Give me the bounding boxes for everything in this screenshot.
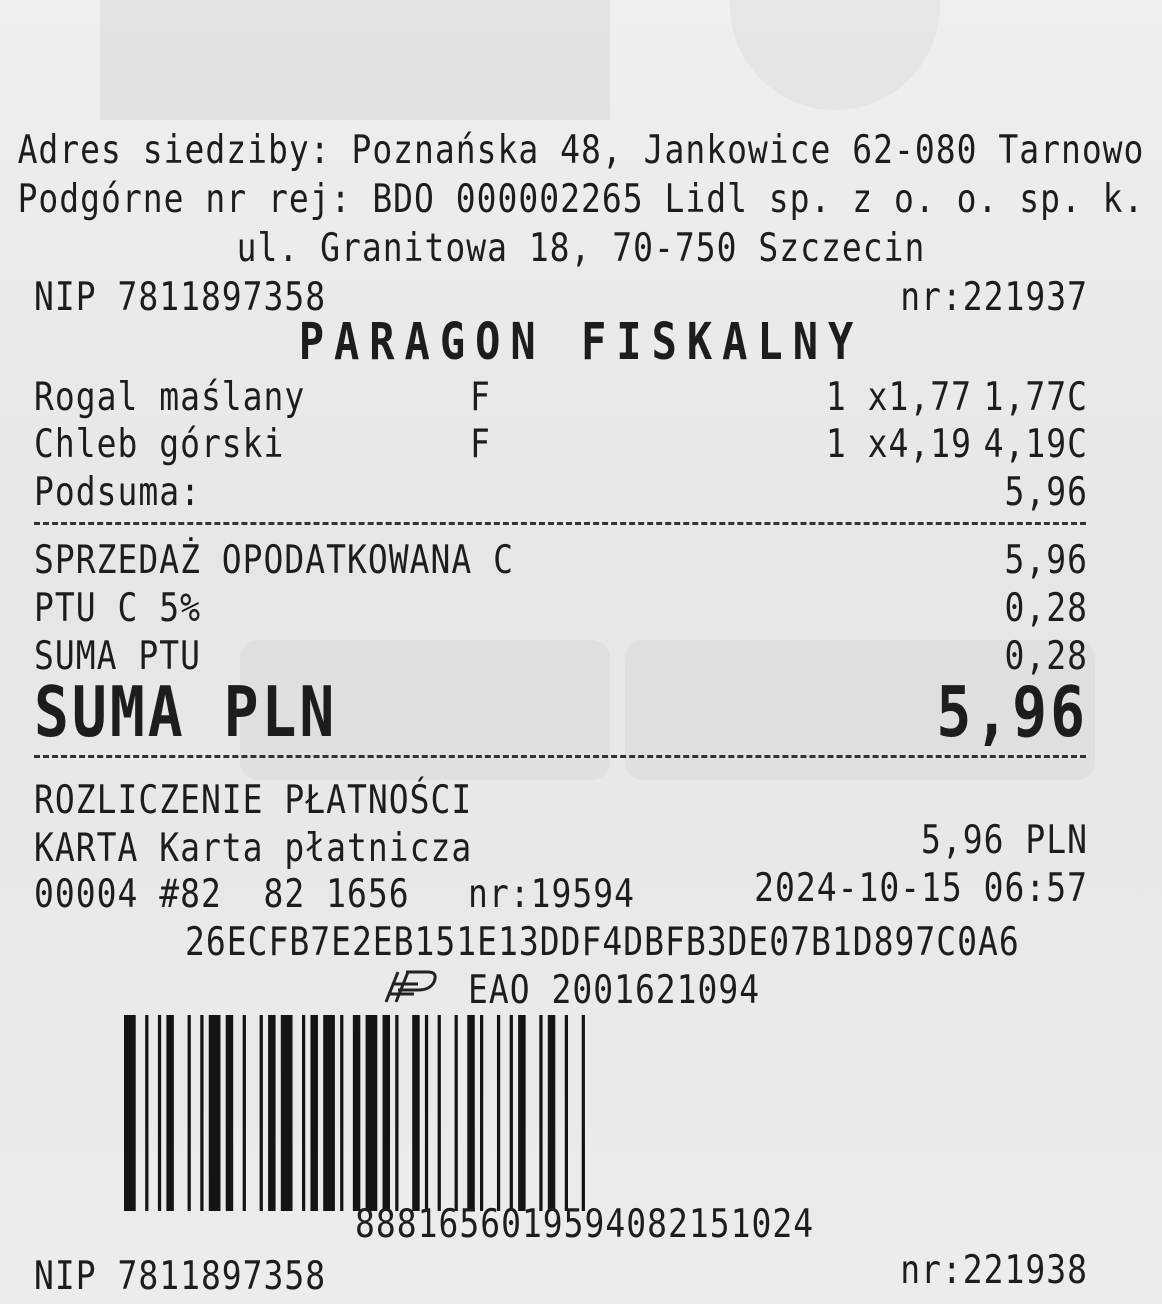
payment-method: KARTA Karta płatnicza <box>34 824 473 871</box>
next-nip: NIP 7811897358 <box>34 1252 327 1299</box>
ptu-value: 0,28 <box>1004 584 1088 631</box>
sum-ptu-label: SUMA PTU <box>34 632 201 679</box>
total-label: SUMA PLN <box>34 671 338 753</box>
payment-header: ROZLICZENIE PŁATNOŚCI <box>34 776 473 823</box>
item-total: 4,19C <box>983 420 1088 467</box>
address-line-2: Podgórne nr rej: BDO 000002265 Lidl sp. z o. o. sp. k. <box>17 175 1145 222</box>
taxed-sale-value: 5,96 <box>1004 536 1088 583</box>
receipt-hash: 26ECFB7E2EB151E13DDF4DBFB3DE07B1D897C0A6 <box>185 918 1020 965</box>
background-logo-ghost <box>730 0 940 110</box>
item-name: Chleb górski <box>34 420 285 467</box>
barcode-icon <box>124 1015 1014 1211</box>
eao-number: EAO 2001621094 <box>468 966 761 1013</box>
subtotal-label: Podsuma: <box>34 468 201 515</box>
item-qty-price: 1 x1,77 <box>825 373 972 420</box>
dashed-divider <box>34 522 1086 525</box>
barcode-number: 8881656019594082151024 <box>355 1200 815 1247</box>
item-tax: F <box>470 420 491 467</box>
dashed-divider <box>34 755 1086 758</box>
item-tax: F <box>470 373 491 420</box>
receipt-title: PARAGON FISKALNY <box>298 312 864 371</box>
sum-ptu-value: 0,28 <box>1004 632 1088 679</box>
receipt-number: nr:221937 <box>900 273 1088 320</box>
datetime: 2024-10-15 06:57 <box>754 864 1088 911</box>
payment-amount: 5,96 PLN <box>921 816 1088 863</box>
register-info: 00004 #82 82 1656 <box>34 870 410 917</box>
background-qr-ghost <box>100 0 610 120</box>
total-value: 5,96 <box>936 671 1088 753</box>
next-receipt-number: nr:221938 <box>900 1246 1088 1293</box>
item-qty-price: 1 x4,19 <box>825 420 972 467</box>
subtotal-value: 5,96 <box>1004 468 1088 515</box>
address-line-1: Adres siedziby: Poznańska 48, Jankowice 62-080 Tarnowo <box>17 126 1145 173</box>
ptu-label: PTU C 5% <box>34 584 201 631</box>
item-total: 1,77C <box>983 373 1088 420</box>
e-paragon-icon <box>378 968 440 1006</box>
address-line-3: ul. Granitowa 18, 70-750 Szczecin <box>236 224 926 271</box>
taxed-sale-label: SPRZEDAŻ OPODATKOWANA C <box>34 536 514 583</box>
nip: NIP 7811897358 <box>34 273 327 320</box>
item-name: Rogal maślany <box>34 373 306 420</box>
transaction-number: nr:19594 <box>468 870 635 917</box>
